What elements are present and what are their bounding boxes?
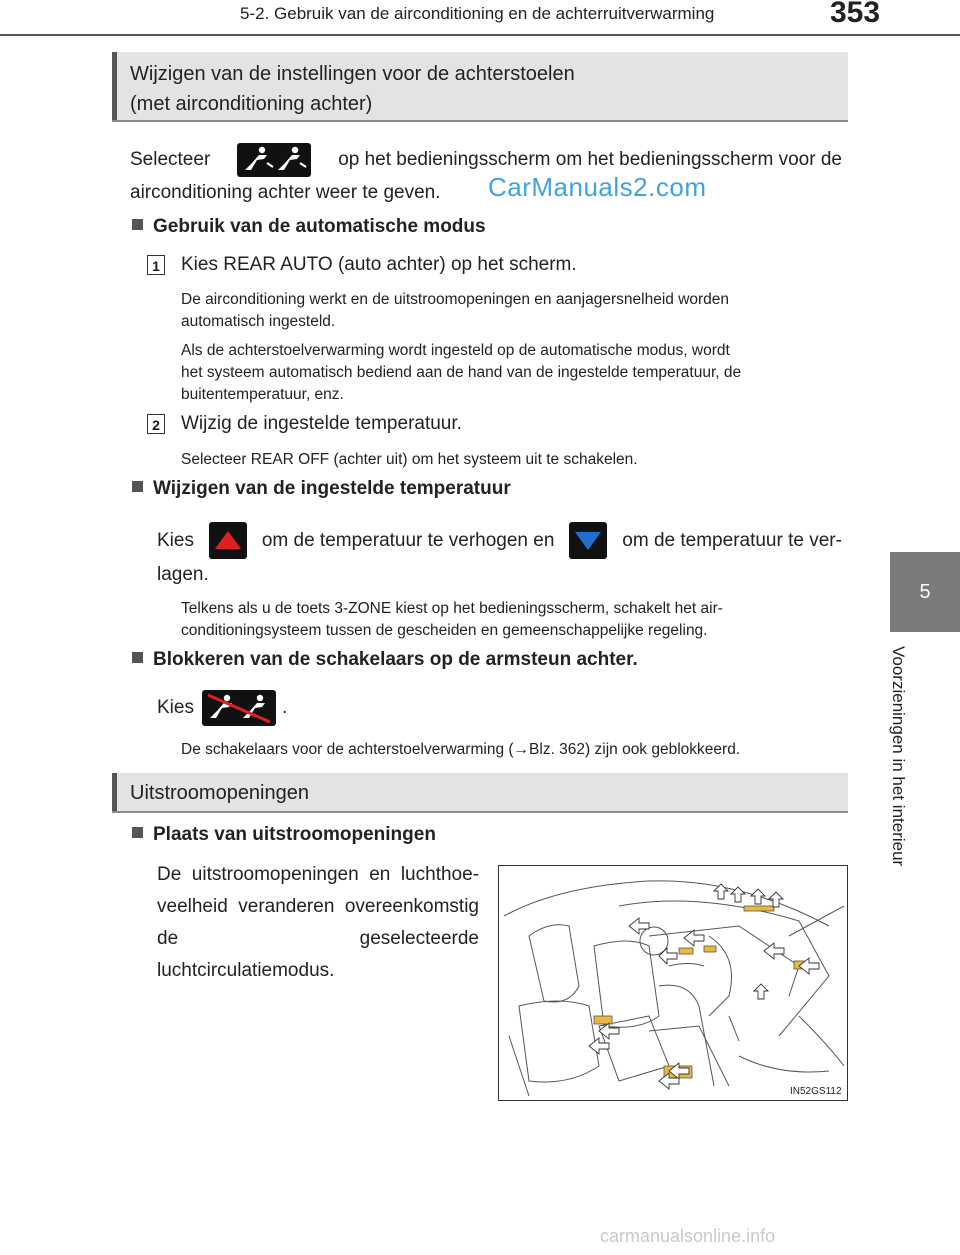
- intro-text-3: airconditioning achter weer te geven.: [130, 182, 441, 203]
- watermark: CarManuals2.com: [488, 172, 707, 202]
- step-number-1: 1: [147, 255, 165, 275]
- rear-seat-icon: [237, 143, 311, 177]
- rear-seat-lock-icon: [202, 690, 276, 726]
- temperature-note: Telkens als u de toets 3-ZONE kiest op het bedieningsscherm, schakelt het air- conditioningsysteem tussen de gescheiden en gemeenschappelijke regeling.: [181, 600, 723, 639]
- temperature-paragraph: Kies om de temperatuur te verhogen en om de temperatuur te ver- lagen.: [157, 522, 842, 591]
- car-interior-vents-illustration: [498, 865, 848, 1101]
- chapter-title-vertical: [886, 646, 930, 906]
- chapter-number: 5: [919, 580, 931, 603]
- subheading-lock-switches: Blokkeren van de schakelaars op de armsteun achter.: [132, 649, 638, 671]
- intro-text-2: op het bedieningsscherm om het bedieningsscherm voor de: [338, 149, 842, 170]
- footer-watermark: carmanualsonline.info: [600, 1226, 776, 1246]
- subheading-outlet-location: Plaats van uitstroomopeningen: [132, 824, 436, 846]
- section-title-outlets: Uitstroomopeningen: [130, 782, 309, 804]
- subheading-auto-mode: Gebruik van de automatische modus: [132, 216, 486, 238]
- subheading-temperature: Wijzigen van de ingestelde temperatuur: [132, 478, 511, 500]
- step1-note-1: De airconditioning werkt en de uitstroomopeningen en aanjagersnelheid worden automatisch ingesteld.: [181, 291, 730, 330]
- header-rule: [0, 34, 960, 36]
- step2-note: Selecteer REAR OFF (achter uit) om het systeem uit te schakelen.: [181, 451, 638, 468]
- outlets-paragraph: De uitstroomopeningen en luchthoe- veelheid veranderen overeenkomstig de geselecteerde luchtcirculatiemodus.: [157, 864, 479, 981]
- intro-text-1: Selecteer: [130, 149, 211, 170]
- step-number-2: 2: [147, 414, 165, 434]
- page-number: 353: [830, 0, 881, 29]
- step1-note-2: Als de achterstoelverwarming wordt ingesteld op de automatische modus, wordt het systeem automatisch bediend aan de hand van de ingestelde temperatuur, de buitentemperatuur, enz.: [181, 342, 742, 403]
- section-title-line2: (met airconditioning achter): [130, 93, 373, 115]
- chapter-tab: [890, 552, 960, 632]
- arrow-down-icon: [569, 522, 607, 559]
- section-header-outlets: [112, 773, 848, 813]
- section-header-rear-settings: [112, 52, 848, 122]
- lock-note: De schakelaars voor de achterstoelverwarming (→Blz. 362) zijn ook geblokkeerd.: [181, 741, 741, 758]
- section-title-line1: Wijzigen van de instellingen voor de achterstoelen: [130, 63, 575, 85]
- running-header: 5-2. Gebruik van de airconditioning en de achterruitverwarming: [240, 4, 715, 23]
- lock-paragraph: Kies .: [157, 690, 287, 726]
- intro-paragraph: [130, 143, 842, 209]
- step1-text: Kies REAR AUTO (auto achter) op het scherm.: [181, 254, 577, 275]
- figure-code: IN52GS112: [790, 1086, 842, 1097]
- arrow-up-icon: [209, 522, 247, 559]
- chapter-title: Voorzieningen in het interieur: [889, 646, 908, 867]
- step2-text: Wijzig de ingestelde temperatuur.: [181, 413, 462, 434]
